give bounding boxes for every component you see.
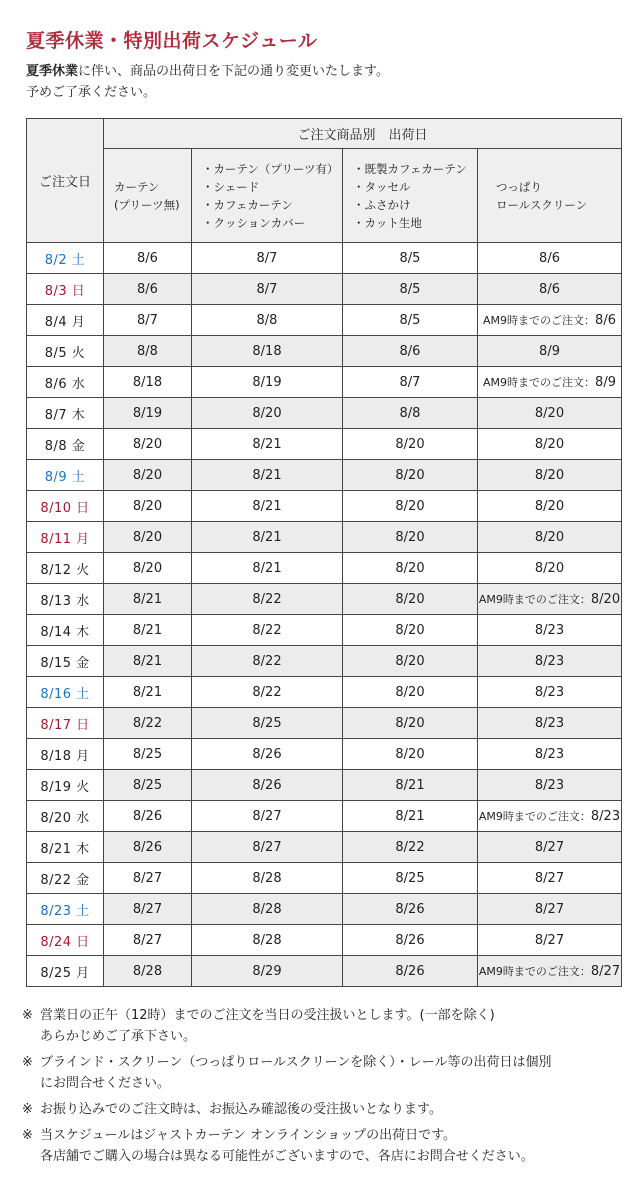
order-date-cell: 8/21 木 <box>27 832 104 863</box>
am9-note: AM9時までのご注文： <box>478 810 591 823</box>
ship-date-curtain-pleated: 8/21 <box>192 522 343 553</box>
ship-date-curtain-plain: 8/6 <box>104 243 192 274</box>
ship-date-ready-made: 8/20 <box>343 522 478 553</box>
ship-date-ready-made: 8/20 <box>343 646 478 677</box>
ship-date-curtain-pleated: 8/26 <box>192 770 343 801</box>
order-date-cell: 8/17 日 <box>27 708 104 739</box>
column-header-roll-screen: つっぱり ロールスクリーン <box>478 149 622 243</box>
note-line: 営業日の正午（12時）までのご注文を当日の受注扱いとします。(一部を除く) <box>40 1008 495 1023</box>
ship-date-curtain-pleated: 8/8 <box>192 305 343 336</box>
table-row <box>27 770 622 801</box>
order-date-header: ご注文日 <box>27 119 104 243</box>
ship-date-curtain-pleated: 8/22 <box>192 584 343 615</box>
ship-date-curtain-pleated: 8/21 <box>192 460 343 491</box>
ship-date-curtain-pleated: 8/25 <box>192 708 343 739</box>
ship-date-roll-screen: AM9時までのご注文：8/9 <box>478 367 622 398</box>
ship-date-roll-screen: 8/20 <box>478 522 622 553</box>
note-line: 当スケジュールはジャストカーテン オンラインショップの出荷日です。 <box>40 1128 457 1143</box>
order-date-cell: 8/2 土 <box>27 243 104 274</box>
intro-line1: に伴い、商品の出荷日を下記の通り変更いたします。 <box>78 64 389 79</box>
order-date-cell: 8/9 土 <box>27 460 104 491</box>
ship-date-curtain-plain: 8/27 <box>104 894 192 925</box>
ship-date-ready-made: 8/20 <box>343 491 478 522</box>
ship-date-curtain-pleated: 8/20 <box>192 398 343 429</box>
ship-date-curtain-pleated: 8/26 <box>192 739 343 770</box>
table-row <box>27 522 622 553</box>
ship-date-roll-screen: 8/6 <box>478 243 622 274</box>
ship-date-roll-screen: 8/27 <box>478 832 622 863</box>
order-date-cell: 8/18 月 <box>27 739 104 770</box>
note-item <box>22 1125 622 1167</box>
ship-date-ready-made: 8/20 <box>343 584 478 615</box>
ship-date-roll-screen: 8/23 <box>478 708 622 739</box>
ship-date-roll-screen: 8/20 <box>478 429 622 460</box>
ship-date-roll-screen: 8/20 <box>478 460 622 491</box>
table-row <box>27 677 622 708</box>
order-date-cell: 8/16 土 <box>27 677 104 708</box>
order-date-cell: 8/13 水 <box>27 584 104 615</box>
note-mark: ※ <box>22 1102 33 1117</box>
table-row <box>27 615 622 646</box>
ship-date-curtain-plain: 8/18 <box>104 367 192 398</box>
ship-date-curtain-plain: 8/8 <box>104 336 192 367</box>
ship-date-roll-screen: AM9時までのご注文：8/27 <box>478 956 622 987</box>
ship-date-curtain-pleated: 8/22 <box>192 646 343 677</box>
order-date-cell: 8/20 水 <box>27 801 104 832</box>
ship-date-curtain-pleated: 8/19 <box>192 367 343 398</box>
ship-date-roll-screen: 8/27 <box>478 863 622 894</box>
note-line: ブラインド・スクリーン（つっぱりロールスクリーンを除く）・レール等の出荷日は個別 <box>40 1055 552 1070</box>
ship-date-ready-made: 8/20 <box>343 677 478 708</box>
order-date-cell: 8/3 日 <box>27 274 104 305</box>
ship-date-curtain-plain: 8/20 <box>104 553 192 584</box>
ship-date-ready-made: 8/20 <box>343 460 478 491</box>
ship-date-roll-screen: 8/23 <box>478 646 622 677</box>
order-date-cell: 8/15 金 <box>27 646 104 677</box>
ship-date-ready-made: 8/20 <box>343 553 478 584</box>
order-date-cell: 8/24 日 <box>27 925 104 956</box>
ship-date-curtain-pleated: 8/27 <box>192 801 343 832</box>
ship-date-curtain-plain: 8/20 <box>104 460 192 491</box>
ship-date-curtain-plain: 8/6 <box>104 274 192 305</box>
ship-date-curtain-plain: 8/27 <box>104 863 192 894</box>
note-item <box>22 1052 622 1094</box>
ship-date-ready-made: 8/20 <box>343 429 478 460</box>
note-line: にお問合せください。 <box>40 1076 171 1091</box>
ship-date-roll-screen: 8/20 <box>478 491 622 522</box>
ship-date-curtain-plain: 8/22 <box>104 708 192 739</box>
table-row <box>27 863 622 894</box>
ship-date-roll-screen: 8/23 <box>478 739 622 770</box>
ship-date-roll-screen: 8/23 <box>478 615 622 646</box>
table-row <box>27 832 622 863</box>
column-header-ready-made: ・ 既製カフェカーテン ・ タッセル ・ ふさかけ ・ カット生地 <box>343 149 478 243</box>
ship-date-roll-screen: 8/20 <box>478 398 622 429</box>
ship-date-ready-made: 8/21 <box>343 770 478 801</box>
table-row <box>27 336 622 367</box>
ship-date-curtain-plain: 8/28 <box>104 956 192 987</box>
ship-date-curtain-plain: 8/19 <box>104 398 192 429</box>
ship-date-roll-screen: 8/20 <box>478 553 622 584</box>
column-header-curtain-pleated: ・ カーテン（プリーツ有） ・ シェード ・ カフェカーテン ・ クッションカバー <box>192 149 343 243</box>
order-date-cell: 8/23 土 <box>27 894 104 925</box>
order-date-cell: 8/25 月 <box>27 956 104 987</box>
ship-date-curtain-pleated: 8/28 <box>192 925 343 956</box>
ship-date-curtain-plain: 8/26 <box>104 832 192 863</box>
ship-date-roll-screen: 8/6 <box>478 274 622 305</box>
note-mark: ※ <box>22 1128 33 1143</box>
intro-text <box>26 61 389 103</box>
note-line: お振り込みでのご注文時は、お振込み確認後の受注扱いとなります。 <box>40 1102 442 1117</box>
order-date-cell: 8/14 木 <box>27 615 104 646</box>
ship-date-ready-made: 8/20 <box>343 739 478 770</box>
ship-date-curtain-pleated: 8/29 <box>192 956 343 987</box>
order-date-cell: 8/6 水 <box>27 367 104 398</box>
order-date-cell: 8/12 火 <box>27 553 104 584</box>
ship-date-ready-made: 8/20 <box>343 708 478 739</box>
group-header: ご注文商品別 出荷日 <box>104 119 622 149</box>
ship-date-curtain-pleated: 8/22 <box>192 615 343 646</box>
am9-note: AM9時までのご注文： <box>478 965 591 978</box>
ship-date-roll-screen: AM9時までのご注文：8/23 <box>478 801 622 832</box>
ship-date-roll-screen: 8/27 <box>478 894 622 925</box>
ship-date-ready-made: 8/5 <box>343 243 478 274</box>
ship-date-ready-made: 8/26 <box>343 894 478 925</box>
ship-date-curtain-plain: 8/20 <box>104 491 192 522</box>
ship-date-roll-screen: AM9時までのご注文：8/6 <box>478 305 622 336</box>
ship-date-ready-made: 8/7 <box>343 367 478 398</box>
table-row <box>27 956 622 987</box>
table-row <box>27 894 622 925</box>
note-item <box>22 1005 622 1047</box>
ship-date-curtain-pleated: 8/7 <box>192 243 343 274</box>
ship-date-ready-made: 8/26 <box>343 925 478 956</box>
table-row <box>27 708 622 739</box>
ship-date-curtain-pleated: 8/28 <box>192 863 343 894</box>
ship-date-curtain-pleated: 8/7 <box>192 274 343 305</box>
am9-note: AM9時までのご注文： <box>483 376 596 389</box>
ship-date-ready-made: 8/25 <box>343 863 478 894</box>
ship-date-curtain-plain: 8/27 <box>104 925 192 956</box>
ship-date-curtain-plain: 8/21 <box>104 646 192 677</box>
note-line: 各店舗でご購入の場合は異なる可能性がございますので、各店にお問合せください。 <box>40 1149 534 1164</box>
order-date-cell: 8/19 火 <box>27 770 104 801</box>
table-row <box>27 925 622 956</box>
notes-list <box>22 1005 622 1172</box>
table-row <box>27 243 622 274</box>
order-date-cell: 8/10 日 <box>27 491 104 522</box>
ship-date-roll-screen: AM9時までのご注文：8/20 <box>478 584 622 615</box>
ship-date-curtain-plain: 8/26 <box>104 801 192 832</box>
table-row <box>27 305 622 336</box>
page-title: 夏季休業・特別出荷スケジュール <box>26 30 318 52</box>
ship-date-curtain-pleated: 8/27 <box>192 832 343 863</box>
ship-date-roll-screen: 8/23 <box>478 770 622 801</box>
table-row <box>27 584 622 615</box>
table-row <box>27 429 622 460</box>
ship-date-curtain-plain: 8/21 <box>104 677 192 708</box>
intro-bold: 夏季休業 <box>26 64 79 79</box>
ship-date-roll-screen: 8/27 <box>478 925 622 956</box>
table-row <box>27 646 622 677</box>
order-date-cell: 8/11 月 <box>27 522 104 553</box>
table-row <box>27 460 622 491</box>
ship-date-ready-made: 8/21 <box>343 801 478 832</box>
ship-date-ready-made: 8/6 <box>343 336 478 367</box>
order-date-cell: 8/8 金 <box>27 429 104 460</box>
table-row <box>27 553 622 584</box>
note-item <box>22 1099 622 1120</box>
ship-date-curtain-plain: 8/25 <box>104 739 192 770</box>
order-date-cell: 8/22 金 <box>27 863 104 894</box>
ship-date-roll-screen: 8/9 <box>478 336 622 367</box>
ship-date-curtain-pleated: 8/18 <box>192 336 343 367</box>
ship-date-ready-made: 8/22 <box>343 832 478 863</box>
ship-date-curtain-pleated: 8/21 <box>192 553 343 584</box>
order-date-cell: 8/7 木 <box>27 398 104 429</box>
ship-date-curtain-pleated: 8/28 <box>192 894 343 925</box>
table-row <box>27 739 622 770</box>
ship-date-curtain-plain: 8/21 <box>104 615 192 646</box>
ship-date-ready-made: 8/5 <box>343 305 478 336</box>
ship-date-ready-made: 8/8 <box>343 398 478 429</box>
ship-date-curtain-pleated: 8/21 <box>192 491 343 522</box>
note-mark: ※ <box>22 1055 33 1070</box>
order-date-cell: 8/4 月 <box>27 305 104 336</box>
shipping-schedule-table <box>26 118 622 987</box>
intro-line2: 予めご了承ください。 <box>26 85 157 100</box>
order-date-cell: 8/5 火 <box>27 336 104 367</box>
note-mark: ※ <box>22 1008 33 1023</box>
ship-date-curtain-plain: 8/7 <box>104 305 192 336</box>
ship-date-roll-screen: 8/23 <box>478 677 622 708</box>
table-row <box>27 274 622 305</box>
column-header-curtain-plain: カーテン (プリーツ無) <box>104 149 192 243</box>
ship-date-curtain-pleated: 8/22 <box>192 677 343 708</box>
ship-date-curtain-plain: 8/21 <box>104 584 192 615</box>
note-line: あらかじめご了承下さい。 <box>40 1029 197 1044</box>
table-row <box>27 367 622 398</box>
ship-date-ready-made: 8/26 <box>343 956 478 987</box>
ship-date-curtain-plain: 8/20 <box>104 522 192 553</box>
ship-date-curtain-plain: 8/25 <box>104 770 192 801</box>
table-row <box>27 801 622 832</box>
ship-date-ready-made: 8/20 <box>343 615 478 646</box>
table-row <box>27 491 622 522</box>
ship-date-curtain-pleated: 8/21 <box>192 429 343 460</box>
ship-date-ready-made: 8/5 <box>343 274 478 305</box>
am9-note: AM9時までのご注文： <box>478 593 591 606</box>
ship-date-curtain-plain: 8/20 <box>104 429 192 460</box>
am9-note: AM9時までのご注文： <box>483 314 596 327</box>
table-row <box>27 398 622 429</box>
